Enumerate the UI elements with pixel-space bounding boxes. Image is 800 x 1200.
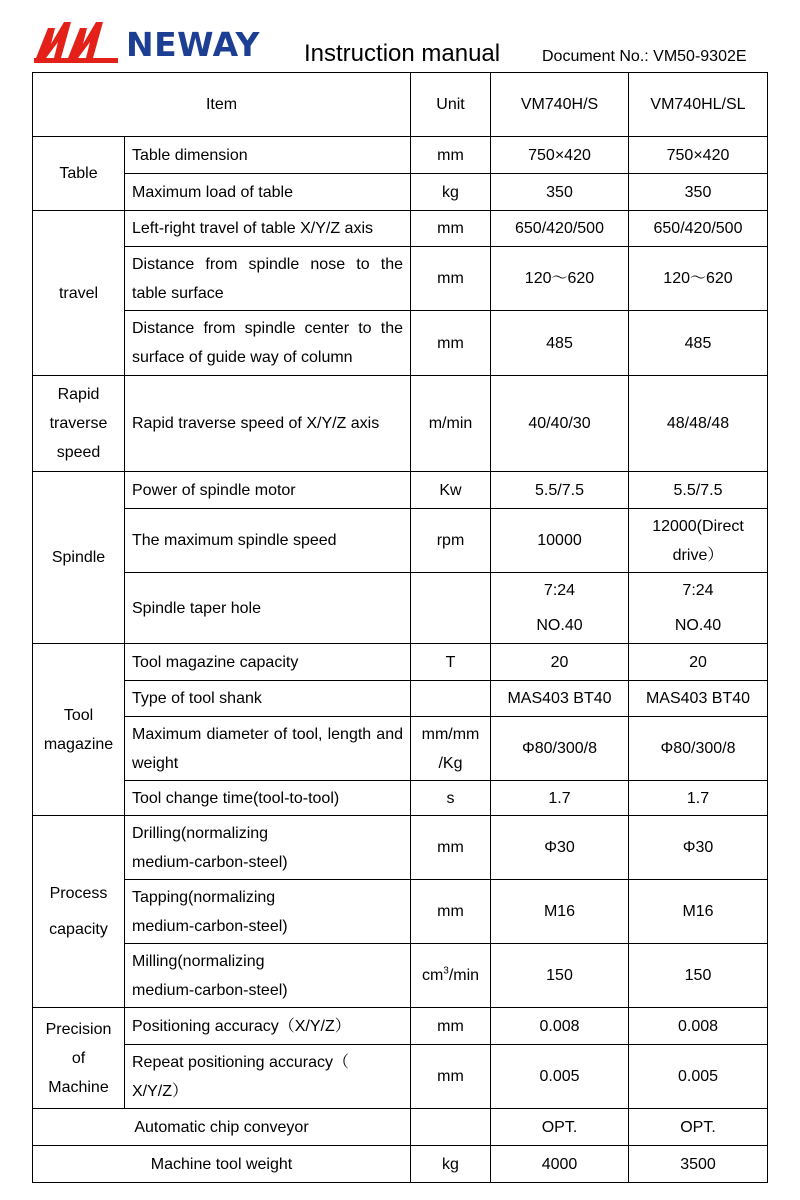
row-value-b: 120～620 [629,247,768,311]
group-label-line: Tool [63,706,94,724]
table-row [33,944,768,1008]
row-unit: mm [411,1045,491,1109]
row-item: Tool magazine capacity [125,644,411,681]
row-value-b: Φ80/300/8 [629,717,768,781]
row-unit: s [411,781,491,816]
row-value-b [629,573,768,644]
row-item: Maximum diameter of tool, length and weight [125,717,411,781]
row-value-b: 3500 [629,1146,768,1183]
row-unit: kg [411,1146,491,1183]
row-item: Tool change time(tool-to-tool) [125,781,411,816]
row-value-a: 5.5/7.5 [491,472,629,509]
row-item: Type of tool shank [125,681,411,717]
table-header-row [33,73,768,137]
table-row [33,376,768,472]
row-item: Maximum load of table [125,174,411,211]
row-value-a: 0.005 [491,1045,629,1109]
group-label-rapid-traverse [33,376,125,472]
row-value-a: 1.7 [491,781,629,816]
row-value-b: 48/48/48 [629,376,768,472]
unit-line: mm/mm [421,725,480,743]
row-value-a: Φ30 [491,816,629,880]
row-value-b: 0.008 [629,1008,768,1045]
row-value-a: M16 [491,880,629,944]
table-row [33,681,768,717]
group-label-line: Process [49,884,108,902]
row-value-a: 10000 [491,509,629,573]
table-row [33,509,768,573]
row-value-b: 5.5/7.5 [629,472,768,509]
group-label-line: magazine [43,735,114,753]
row-item: Automatic chip conveyor [33,1109,411,1146]
header-model-a: VM740H/S [491,73,629,137]
row-unit: mm [411,247,491,311]
row-item: Power of spindle motor [125,472,411,509]
item-line: medium-carbon-steel) [132,981,288,999]
row-item: Distance from spindle center to the surface of guide way of column [125,311,411,376]
row-item [125,1045,411,1109]
row-value-a: MAS403 BT40 [491,681,629,717]
group-label-line: speed [56,444,101,461]
table-row [33,1109,768,1146]
group-label-precision [33,1008,125,1109]
row-item: Rapid traverse speed of X/Y/Z axis [125,376,411,472]
table-row [33,880,768,944]
row-item: Spindle taper hole [125,573,411,644]
unit-base: cm [421,967,444,984]
specification-table [32,72,768,1183]
row-value-a: 485 [491,311,629,376]
row-value-b: 350 [629,174,768,211]
item-line: Tapping(normalizing [132,888,276,906]
row-value-b: 485 [629,311,768,376]
row-value-b: 0.005 [629,1045,768,1109]
table-row [33,137,768,174]
value-line: 7:24 [682,582,714,599]
row-value-b: 20 [629,644,768,681]
group-label-line: traverse [49,415,108,432]
item-line: medium-carbon-steel) [132,917,288,935]
row-value-a: 4000 [491,1146,629,1183]
value-line: NO.40 [536,617,583,634]
header-model-b: VM740HL/SL [629,73,768,137]
row-item [125,816,411,880]
row-unit [411,573,491,644]
item-line: X/Y/Z） [132,1082,189,1100]
row-item: Left-right travel of table X/Y/Z axis [125,211,411,247]
table-row [33,174,768,211]
row-item: Table dimension [125,137,411,174]
row-value-a: 120～620 [491,247,629,311]
row-value-b: 1.7 [629,781,768,816]
group-label-spindle: Spindle [33,472,125,644]
unit-tail: /min [448,967,480,984]
row-value-b: OPT. [629,1109,768,1146]
row-unit: kg [411,174,491,211]
brand-name: NEWAY [126,25,260,64]
row-value-a: 150 [491,944,629,1008]
row-item [125,880,411,944]
group-label-process-capacity [33,816,125,1008]
table-row [33,1045,768,1109]
header-unit: Unit [411,73,491,137]
unit-superscript: 3 [443,965,449,977]
row-unit [411,681,491,717]
row-unit [411,717,491,781]
row-value-b: M16 [629,880,768,944]
item-line: Drilling(normalizing [132,824,269,842]
row-unit: m/min [411,376,491,472]
row-unit: mm [411,311,491,376]
row-unit: mm [411,1008,491,1045]
row-value-a: 350 [491,174,629,211]
row-value-a: 750×420 [491,137,629,174]
neway-logo-icon [34,20,120,64]
table-row [33,247,768,311]
item-line: medium-carbon-steel) [132,853,288,871]
item-line: Repeat positioning accuracy（ [132,1053,350,1071]
row-value-b: 750×420 [629,137,768,174]
group-label-line: Machine [48,1078,109,1096]
page-title: Instruction manual [304,40,501,67]
table-row [33,717,768,781]
row-unit: mm [411,137,491,174]
row-value-b [629,509,768,573]
row-item: The maximum spindle speed [125,509,411,573]
table-row [33,644,768,681]
row-value-b: MAS403 BT40 [629,681,768,717]
table-row [33,1146,768,1183]
table-row [33,472,768,509]
row-value-a: 20 [491,644,629,681]
row-item [125,944,411,1008]
row-unit: mm [411,816,491,880]
group-label-tool-magazine [33,644,125,816]
row-item: Machine tool weight [33,1146,411,1183]
document-header [0,0,800,72]
row-value-a: 650/420/500 [491,211,629,247]
row-value-b: 650/420/500 [629,211,768,247]
row-unit [411,1109,491,1146]
group-label-line: Rapid [57,386,100,403]
table-row [33,573,768,644]
table-row [33,1008,768,1045]
row-value-b: 150 [629,944,768,1008]
row-unit: rpm [411,509,491,573]
row-value-a: 0.008 [491,1008,629,1045]
row-unit: mm [411,880,491,944]
value-line: 12000(Direct [652,517,744,535]
document-number: Document No.: VM50-9302E [542,48,747,65]
group-label-line: of [71,1049,86,1067]
unit-line: /Kg [438,754,463,772]
group-label-travel: travel [33,211,125,376]
row-unit: mm [411,211,491,247]
table-row [33,311,768,376]
row-item: Positioning accuracy（X/Y/Z） [125,1008,411,1045]
group-label-line: capacity [49,920,108,938]
table-row [33,816,768,880]
table-row [33,211,768,247]
group-label-table: Table [33,137,125,211]
value-line: drive） [672,546,724,564]
value-line: NO.40 [674,617,722,634]
row-value-a: OPT. [491,1109,629,1146]
row-unit [411,944,491,1008]
row-unit: T [411,644,491,681]
row-unit: Kw [411,472,491,509]
row-value-a: Φ80/300/8 [491,717,629,781]
header-item: Item [33,73,411,137]
row-value-a: 40/40/30 [491,376,629,472]
row-item: Distance from spindle nose to the table surface [125,247,411,311]
row-value-b: Φ30 [629,816,768,880]
group-label-line: Precision [45,1020,112,1038]
value-line: 7:24 [543,582,576,599]
table-row [33,781,768,816]
row-value-a [491,573,629,644]
item-line: Milling(normalizing [132,952,265,970]
